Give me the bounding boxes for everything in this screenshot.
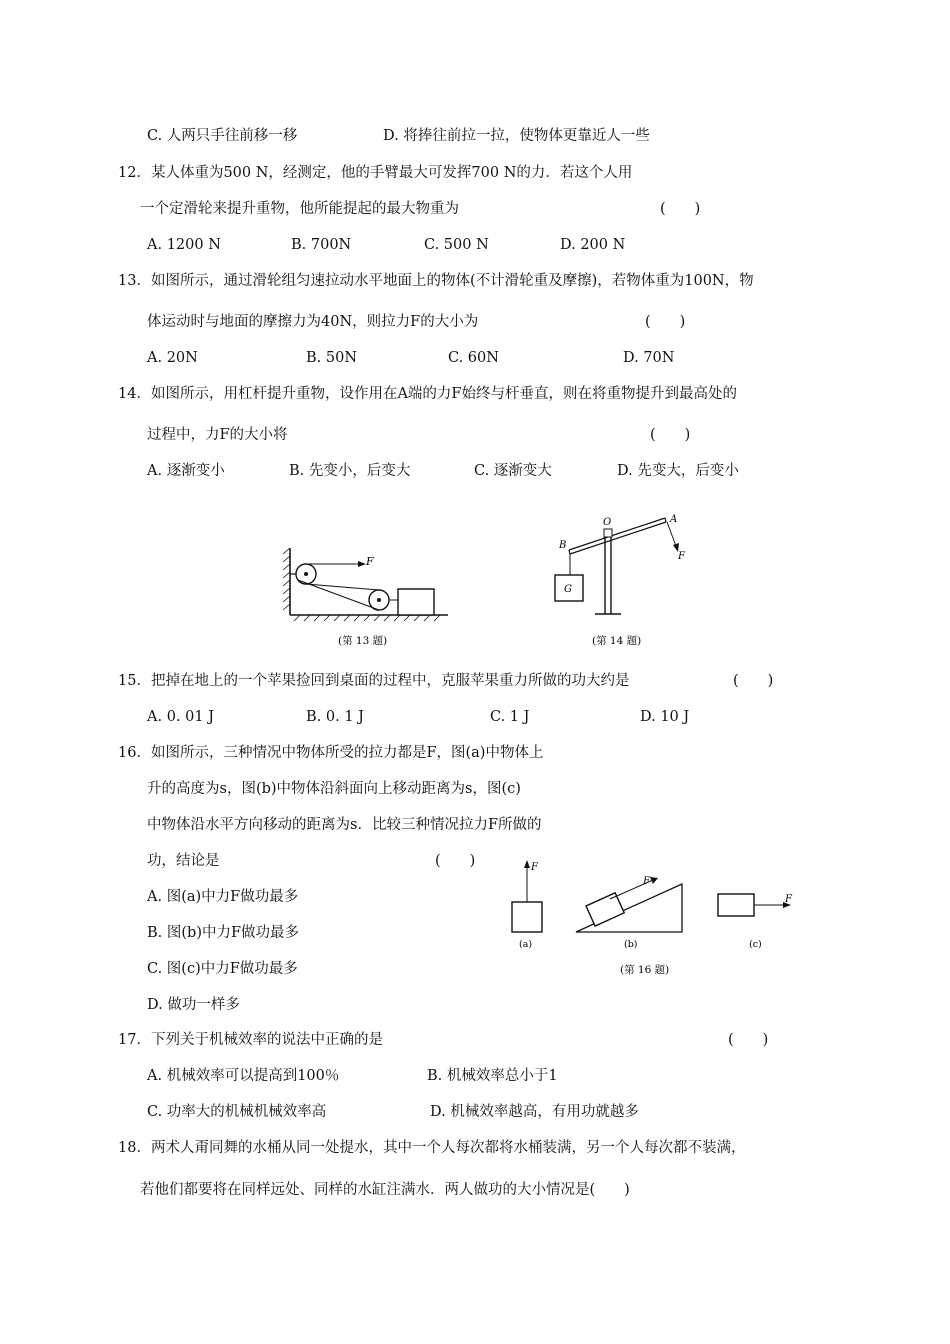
figure-14-lever — [545, 510, 690, 652]
q18-stem-line1: 18．两术人甭同舞的水桶从同一处提水，其中一个人每次都将水桶装满，另一个人每次都不装满， — [118, 1140, 746, 1156]
q15-stem: 15．把掉在地上的一个苹果捡回到桌面的过程中，克服苹果重力所做的功大约是 — [118, 673, 630, 689]
q12-stem-line1: 12．某人体重为500 N，经测定，他的手臂最大可发挥700 N的力．若这个人用 — [118, 165, 633, 181]
q16-option-b: B. 图(b)中力F做功最多 — [147, 925, 300, 941]
q14-option-d: D. 先变大，后变小 — [617, 463, 739, 479]
q15-answer-paren: ( ) — [733, 673, 774, 689]
figure-16b-force-label: F — [643, 876, 650, 887]
q16-stem-line3: 中物体沿水平方向移动的距离为s．比较三种情况拉力F所做的 — [147, 817, 542, 833]
q16-answer-paren: ( ) — [435, 853, 476, 869]
q12-stem-line2: 一个定滑轮来提升重物，他所能提起的最大物重为 — [140, 201, 459, 217]
q17-option-d: D. 机械效率越高，有用功就越多 — [430, 1104, 639, 1120]
figure-13-pulley — [280, 540, 460, 652]
q12-option-b: B. 700N — [291, 237, 352, 253]
q15-option-d: D. 10 J — [640, 709, 690, 725]
q13-stem-line2: 体运动时与地面的摩擦力为40N，则拉力F的大小为 — [147, 314, 479, 330]
q13-option-a: A. 20N — [147, 350, 198, 366]
figure-14-weight-label: G — [564, 584, 572, 595]
figure-13-caption: (第 13 题) — [338, 635, 388, 647]
q12-option-d: D. 200 N — [560, 237, 626, 253]
q16-option-a: A. 图(a)中力F做功最多 — [147, 889, 299, 905]
figure-14-pivot-label: O — [603, 517, 612, 528]
q16-option-d: D. 做功一样多 — [147, 997, 240, 1013]
q15-option-c: C. 1 J — [490, 709, 530, 725]
q16-option-c: C. 图(c)中力F做功最多 — [147, 961, 298, 977]
q13-option-c: C. 60N — [448, 350, 499, 366]
q11-option-c: C. 人两只手往前移一移 — [147, 128, 298, 144]
q17-option-b: B. 机械效率总小于1 — [427, 1068, 558, 1084]
q12-answer-paren: ( ) — [660, 201, 701, 217]
figure-16c-force-label: F — [785, 894, 792, 905]
figure-13-force-label: F — [366, 555, 374, 568]
figure-16b-label: (b) — [624, 939, 638, 950]
figure-16-three-cases — [500, 855, 810, 980]
figure-16a-label: (a) — [519, 939, 533, 950]
q13-stem-line1: 13．如图所示，通过滑轮组匀速拉动水平地面上的物体(不计滑轮重及摩擦)，若物体重为100N，物 — [118, 273, 754, 289]
q17-option-c: C. 功率大的机械机械效率高 — [147, 1104, 327, 1120]
q13-option-b: B. 50N — [306, 350, 358, 366]
figure-14-point-b-label: B — [559, 540, 567, 551]
q15-option-b: B. 0. 1 J — [306, 709, 364, 725]
q18-stem-line2: 若他们都要将在同样远处、同样的水缸注满水．两人做功的大小情况是( ) — [140, 1182, 630, 1198]
q14-option-b: B. 先变小，后变大 — [289, 463, 411, 479]
q17-answer-paren: ( ) — [728, 1032, 769, 1048]
q14-option-a: A. 逐渐变小 — [147, 463, 225, 479]
q11-option-d: D. 将捧往前拉一拉，使物体更靠近人一些 — [383, 128, 650, 144]
figure-14-force-label: F — [678, 551, 685, 562]
figure-16c-label: (c) — [749, 939, 762, 950]
q14-option-c: C. 逐渐变大 — [474, 463, 552, 479]
q15-option-a: A. 0. 01 J — [147, 709, 215, 725]
figure-16a-force-label: F — [531, 862, 538, 873]
q14-stem-line2: 过程中，力F的大小将 — [147, 427, 288, 443]
q16-stem-line1: 16．如图所示，三种情况中物体所受的拉力都是F，图(a)中物体上 — [118, 745, 544, 761]
q16-stem-line2: 升的高度为s，图(b)中物体沿斜面向上移动距离为s，图(c) — [147, 781, 521, 797]
q16-stem-line4: 功，结论是 — [147, 853, 220, 869]
figure-14-point-a-label: A — [670, 514, 678, 525]
figure-14-caption: (第 14 题) — [592, 635, 642, 647]
q14-stem-line1: 14．如图所示，用杠杆提升重物，设作用在A端的力F始终与杆垂直，则在将重物提升到最高处的 — [118, 386, 737, 402]
q12-option-c: C. 500 N — [424, 237, 489, 253]
figure-16-caption: (第 16 题) — [620, 964, 670, 976]
q17-stem: 17．下列关于机械效率的说法中正确的是 — [118, 1032, 383, 1048]
q13-answer-paren: ( ) — [645, 314, 686, 330]
q17-option-a: A. 机械效率可以提高到100％ — [147, 1068, 340, 1084]
q14-answer-paren: ( ) — [650, 427, 691, 443]
q13-option-d: D. 70N — [623, 350, 675, 366]
q12-option-a: A. 1200 N — [147, 237, 221, 253]
